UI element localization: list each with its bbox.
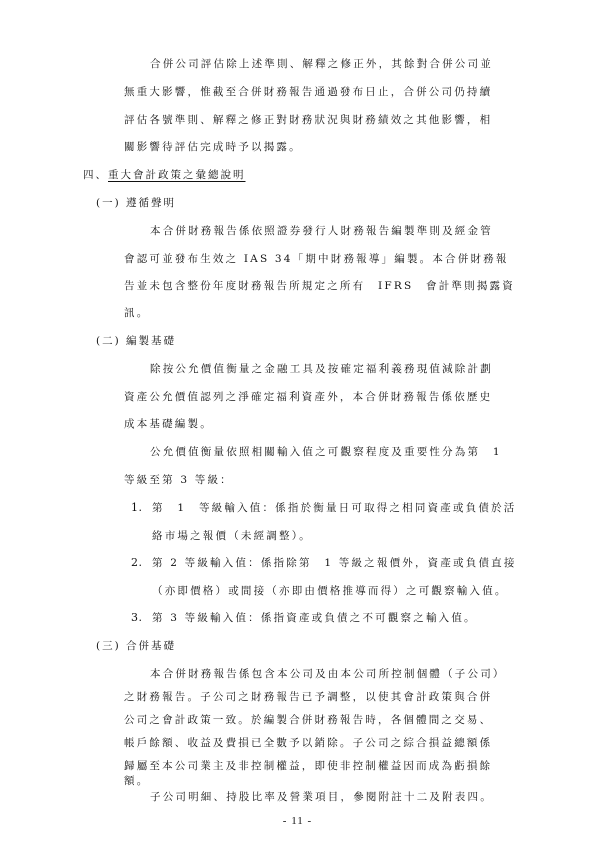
s3-para1-line-5: 歸屬至本公司業主及非控制權益，即使非控制權益因而成為虧損餘 — [124, 760, 493, 772]
intro-line-3: 評估各號準則、解釋之修正對財務狀況與財務績效之其他影響，相 — [124, 114, 493, 126]
s3-para1-line-2: 之財務報告。子公司之財務報告已予調整，以使其會計政策與合併 — [124, 691, 493, 703]
s3-para1-line-4: 帳戶餘額、收益及費損已全數予以銷除。子公司之綜合損益總額係 — [124, 737, 493, 749]
s2-para2-line-2: 等級至第 3 等級： — [124, 474, 233, 486]
list-item-1-line-2: 絡市場之報價（未經調整）。 — [152, 530, 312, 542]
s2-para1-line-3: 成本基礎編製。 — [124, 418, 213, 430]
list-item-1-number: 1. — [131, 501, 143, 514]
s2-para2-line-1: 公允價值衡量依照相關輸入值之可觀察程度及重要性分為第 1 — [150, 446, 502, 458]
list-item-2-line-1: 第 2 等級輸入值：係指除第 1 等級之報價外，資產或負債直接 — [152, 557, 517, 569]
section-4-heading — [83, 168, 246, 182]
page-number: - 11 - — [282, 815, 313, 827]
s1-line-2: 會認可並發布生效之 IAS 34「期中財務報導」編製。本合併財務報 — [124, 253, 509, 265]
list-item-2-line-2: （亦即價格）或間接（亦即由價格推導而得）之可觀察輸入值。 — [152, 585, 508, 597]
section-4-title: 重大會計政策之彙總說明 — [108, 169, 246, 181]
list-item-3-number: 3. — [131, 611, 143, 624]
s3-para2-line-1: 子公司明細、持股比率及營業項目，參閱附註十二及附表四。 — [150, 791, 493, 803]
s1-line-4: 訊。 — [124, 307, 150, 319]
subsection-1-heading — [96, 196, 176, 210]
intro-line-2: 無重大影響，惟截至合併財務報告通過發布日止，合併公司仍持續 — [124, 86, 493, 98]
s2-para1-line-2: 資產公允價值認列之淨確定福利資產外，本合併財務報告係依歷史 — [124, 391, 493, 403]
intro-line-1: 合併公司評估除上述準則、解釋之修正外，其餘對合併公司並 — [150, 58, 493, 70]
s3-para1-line-3: 公司之會計政策一致。於編製合併財務報告時，各個體間之交易、 — [124, 714, 493, 726]
list-item-2-number: 2. — [131, 556, 143, 569]
subsection-1-label: (一) — [96, 197, 121, 209]
subsection-2-heading — [96, 334, 176, 348]
list-item-3-line-1: 第 3 等級輸入值：係指資產或負債之不可觀察之輸入值。 — [152, 612, 477, 624]
list-item-1-line-1: 第 1 等級輸入值：係指於衡量日可取得之相同資產或負債於活 — [152, 502, 517, 514]
s3-para1-line-6: 額。 — [124, 775, 150, 787]
subsection-3-label: (三) — [96, 640, 121, 652]
s1-line-3: 告並未包含整份年度財務報告所規定之所有 IFRS 會計準則揭露資 — [124, 280, 515, 292]
section-4-number: 四、 — [83, 169, 108, 181]
subsection-1-title: 遵循聲明 — [126, 197, 177, 209]
subsection-3-title: 合併基礎 — [126, 640, 177, 652]
subsection-2-title: 編製基礎 — [126, 335, 177, 347]
subsection-3-heading — [96, 639, 176, 653]
s2-para1-line-1: 除按公允價值衡量之金融工具及按確定福利義務現值減除計劃 — [150, 363, 493, 375]
s3-para1-line-1: 本合併財務報告係包含本公司及由本公司所控制個體（子公司） — [150, 668, 506, 680]
intro-line-4: 關影響待評估完成時予以揭露。 — [124, 141, 302, 153]
subsection-2-label: (二) — [96, 335, 121, 347]
s1-line-1: 本合併財務報告係依照證券發行人財務報告編製準則及經金管 — [150, 225, 493, 237]
